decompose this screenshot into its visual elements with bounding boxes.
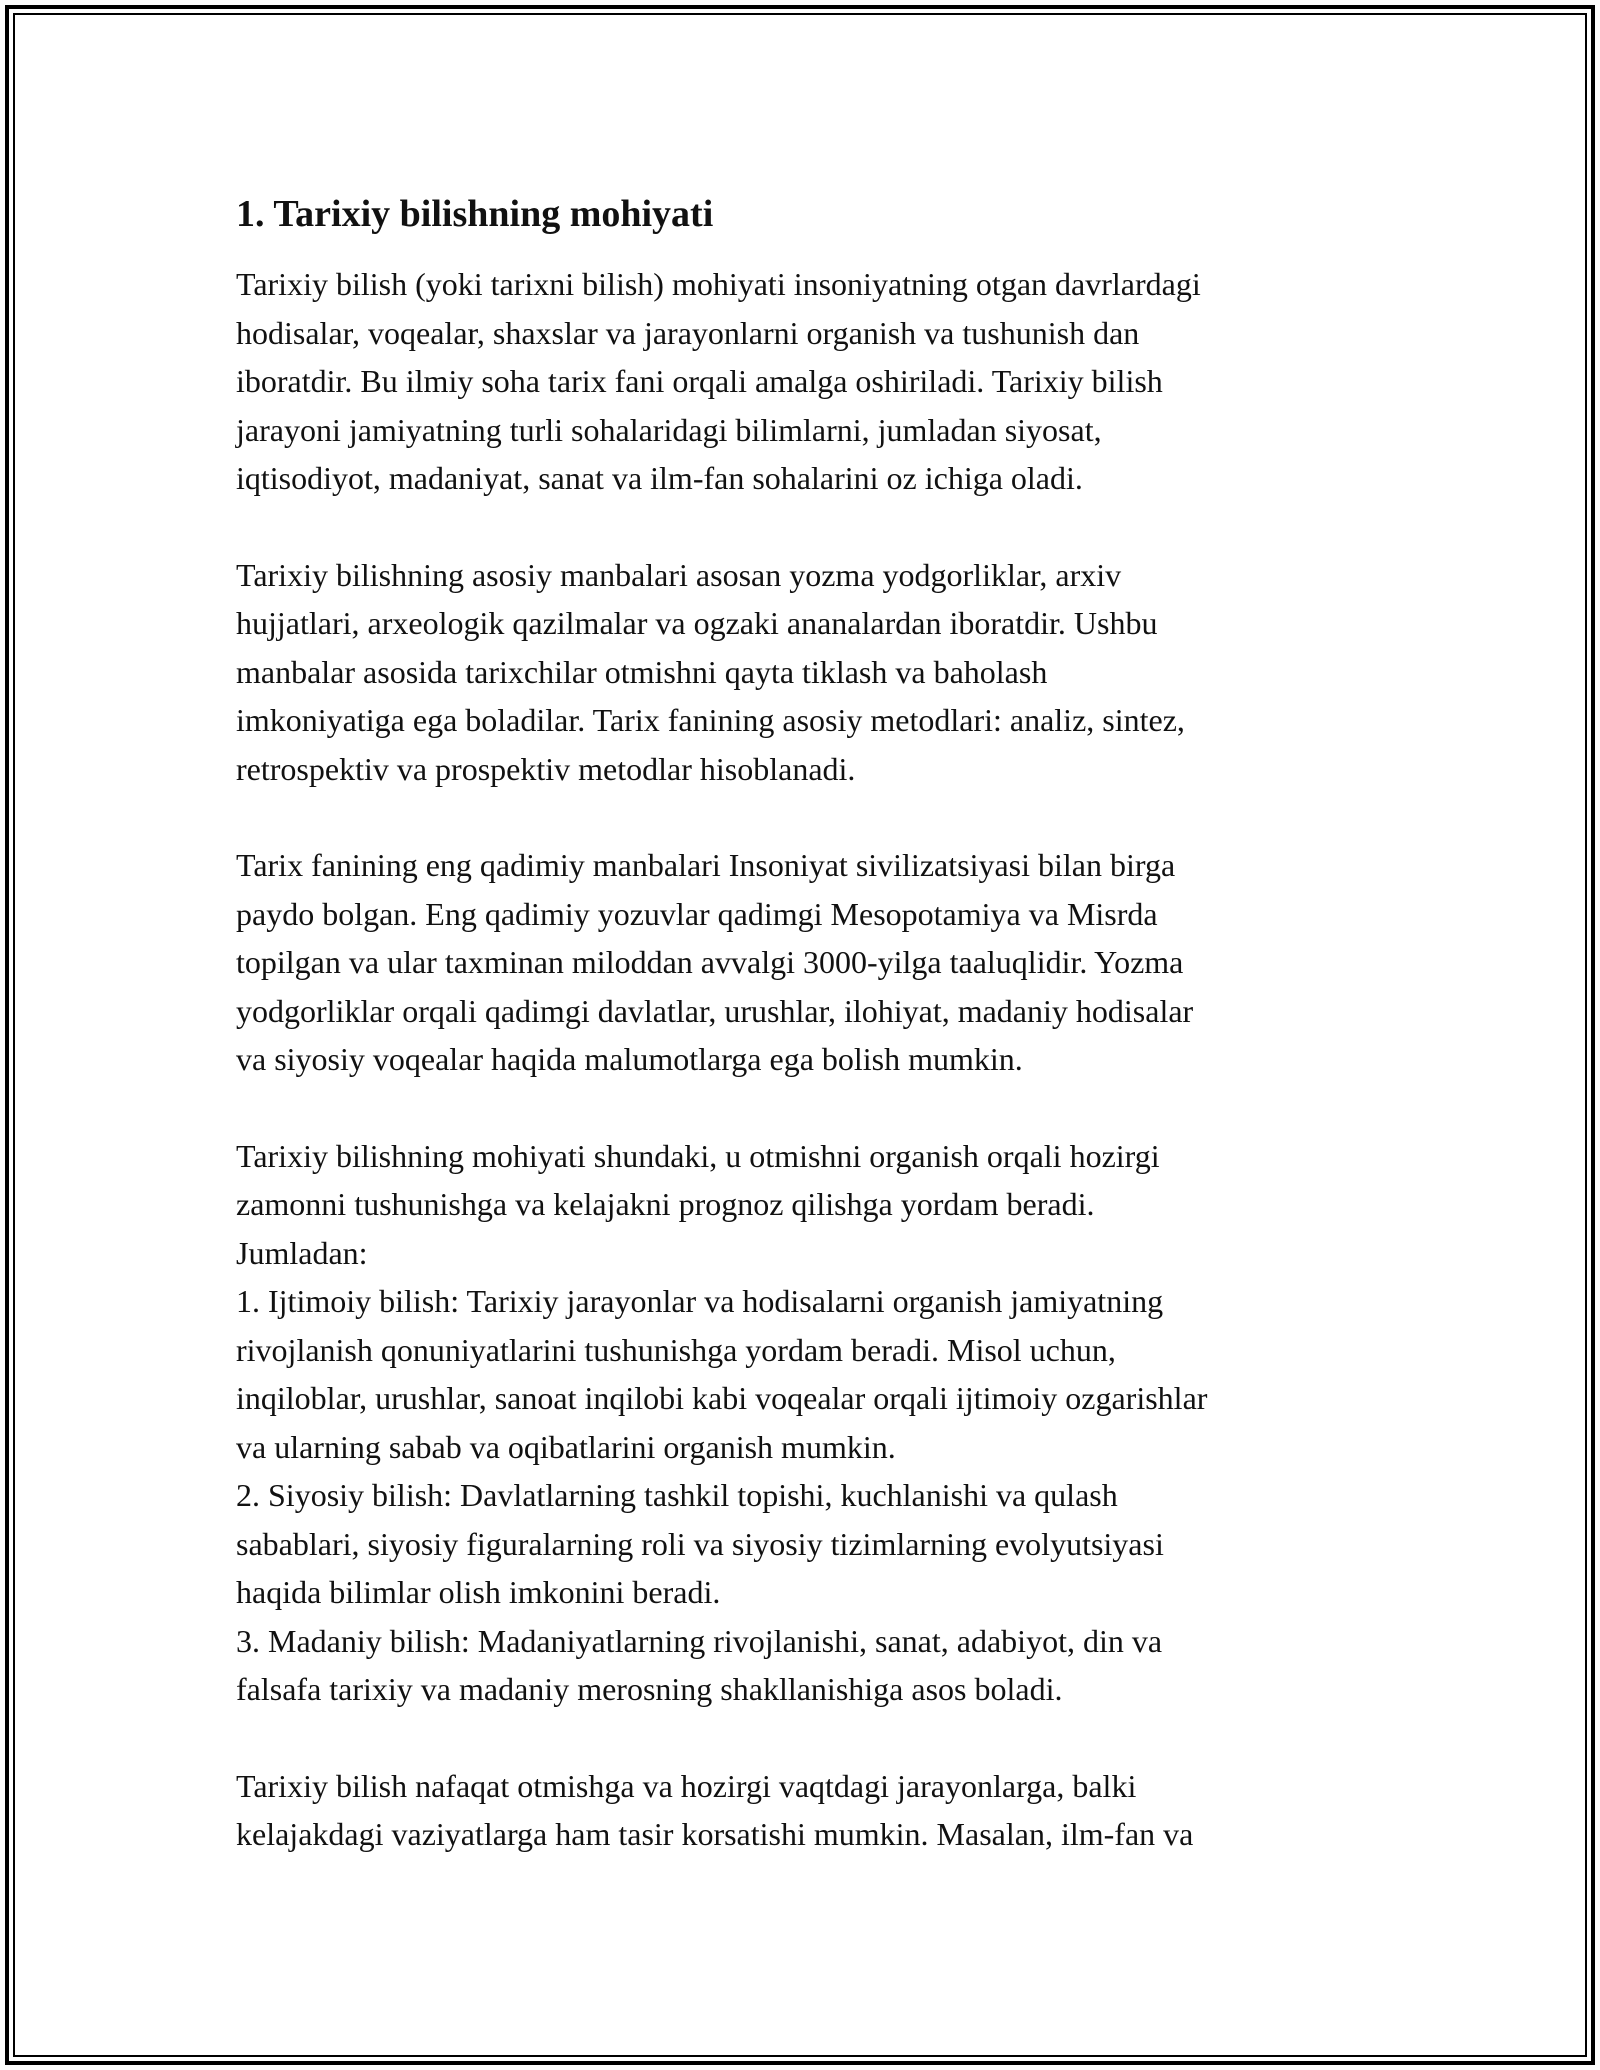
paragraph-1 [236,260,1376,503]
text-line: kelajakdagi vaziyatlarga ham tasir korsatishi mumkin. Masalan, ilm-fan va [236,1816,1194,1852]
text-line: zamonni tushunishga va kelajakni prognoz qilishga yordam beradi. [236,1186,1095,1222]
text-line: topilgan va ular taxminan miloddan avvalgi 3000-yilga taaluqlidir. Yozma [236,944,1184,980]
text-line: yodgorliklar orqali qadimgi davlatlar, urushlar, ilohiyat, madaniy hodisalar [236,992,1194,1029]
text-line: Tarixiy bilishning mohiyati shundaki, u otmishni organish orqali hozirgi [236,1137,1160,1174]
text-line: va siyosiy voqealar haqida malumotlarga ega bolish mumkin. [236,1041,1023,1077]
paragraph-2 [236,551,1376,794]
text-line: jarayoni jamiyatning turli sohalaridagi bilimlarni, jumladan siyosat, [236,411,1102,448]
list-item-text: 1. Ijtimoiy bilish: Tarixiy jarayonlar va hodisalarni organish jamiyatning [236,1283,1164,1319]
list-item-text: 3. Madaniy bilish: Madaniyatlarning rivojlanishi, sanat, adabiyot, din va [236,1622,1163,1659]
text-line: iboratdir. Bu ilmiy soha tarix fani orqali amalga oshiriladi. Tarixiy bilish [236,363,1163,399]
paragraph-4 [236,1132,1376,1714]
text-line: paydo bolgan. Eng qadimiy yozuvlar qadimgi Mesopotamiya va Misrda [236,895,1158,932]
text-line: Tarixiy bilish (yoki tarixni bilish) mohiyati insoniyatning otgan davrlardagi [236,266,1201,302]
paragraph-5 [236,1762,1376,1859]
document-body [236,186,1376,1907]
text-line: hujjatlari, arxeologik qazilmalar va ogzaki ananalardan iboratdir. Ushbu [236,605,1158,641]
text-line: retrospektiv va prospektiv metodlar hisoblanadi. [236,750,856,787]
text-line: Tarixiy bilish nafaqat otmishga va hozirgi vaqtdagi jarayonlarga, balki [236,1767,1137,1804]
text-line: Tarixiy bilishning asosiy manbalari asosan yozma yodgorliklar, arxiv [236,556,1122,593]
text-line: rivojlanish qonuniyatlarini tushunishga yordam beradi. Misol uchun, [236,1331,1116,1368]
text-line: imkoniyatiga ega boladilar. Tarix fanining asosiy metodlari: analiz, sintez, [236,702,1185,738]
text-line: falsafa tarixiy va madaniy merosning shakllanishiga asos boladi. [236,1671,1063,1707]
text-line: Tarix fanining eng qadimiy manbalari Insoniyat sivilizatsiyasi bilan birga [236,847,1176,883]
paragraph-3 [236,841,1376,1084]
list-item-text: 2. Siyosiy bilish: Davlatlarning tashkil topishi, kuchlanishi va qulash [236,1477,1118,1513]
text-line: sabablari, siyosiy figuralarning roli va siyosiy tizimlarning evolyutsiyasi [236,1525,1164,1562]
text-line: iqtisodiyot, madaniyat, sanat va ilm-fan sohalarini oz ichiga oladi. [236,460,1083,496]
text-line: haqida bilimlar olish imkonini beradi. [236,1574,721,1610]
text-line: va ularning sabab va oqibatlarini organish mumkin. [236,1428,896,1465]
text-line: Jumladan: [236,1234,368,1271]
text-line: manbalar asosida tarixchilar otmishni qayta tiklash va baholash [236,653,1048,690]
text-line: hodisalar, voqealar, shaxslar va jarayonlarni organish va tushunish dan [236,314,1140,351]
text-line: inqiloblar, urushlar, sanoat inqilobi kabi voqealar orqali ijtimoiy ozgarishlar [236,1380,1208,1416]
section-heading: 1. Tarixiy bilishning mohiyati [236,193,714,235]
